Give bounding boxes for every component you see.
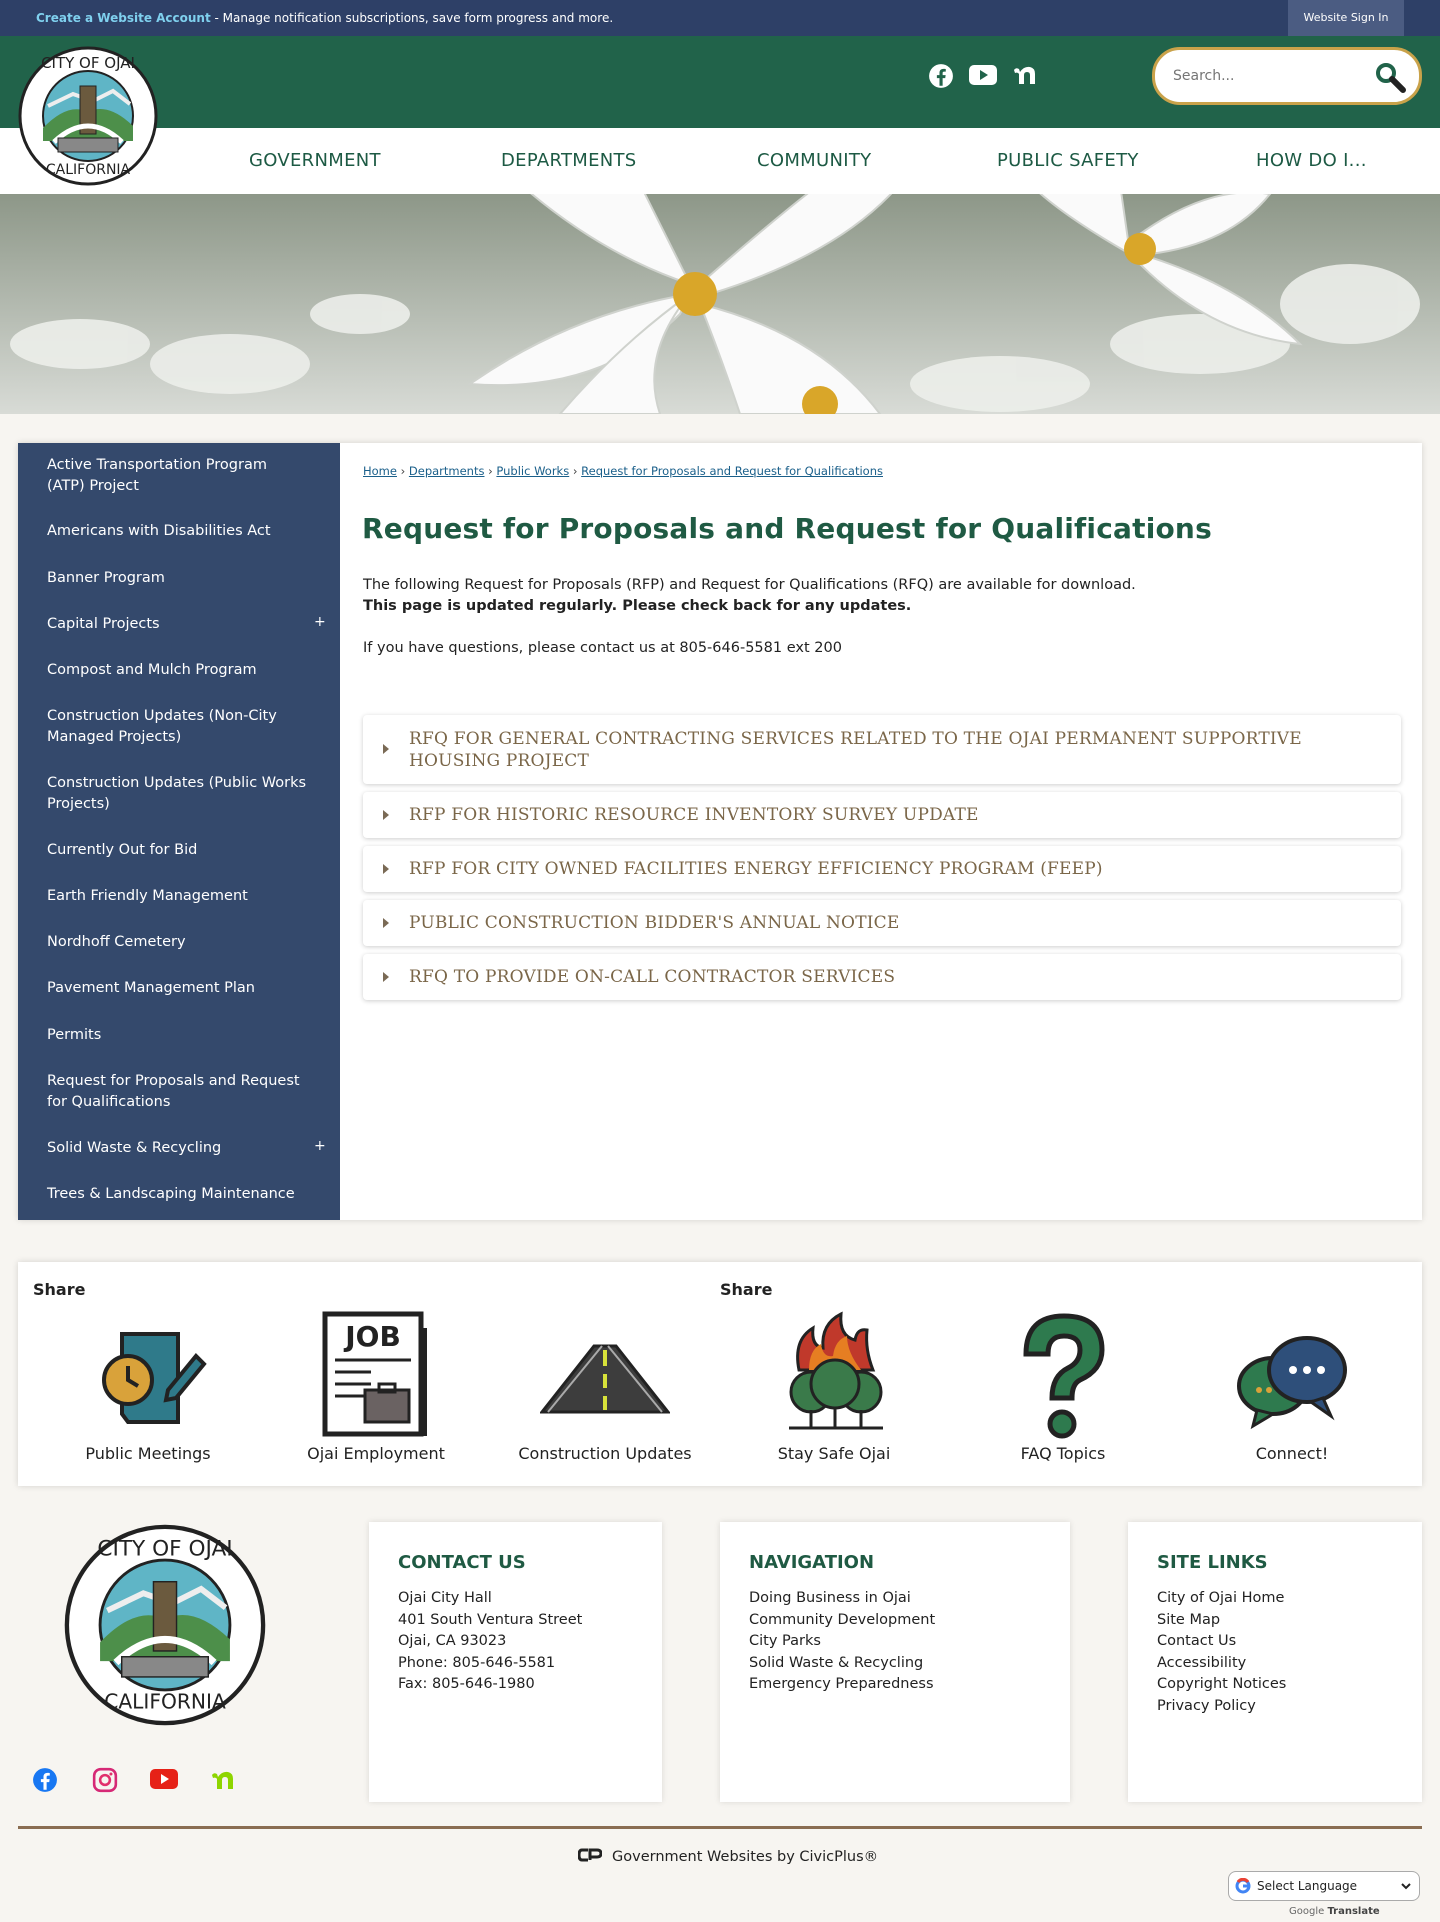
nav-community[interactable]: COMMUNITY: [757, 150, 872, 171]
footer-site-link[interactable]: Accessibility: [1157, 1654, 1247, 1671]
facebook-icon[interactable]: [32, 1767, 58, 1797]
instagram-icon[interactable]: [92, 1767, 118, 1797]
accordion-item[interactable]: [363, 715, 1401, 784]
expand-solid-waste[interactable]: +: [314, 1138, 326, 1154]
footer-site-link[interactable]: Contact Us: [1157, 1633, 1237, 1650]
caret-right-icon: [383, 864, 389, 874]
sidebar-item-construction-non-city[interactable]: Construction Updates (Non-City Managed Projects): [47, 708, 277, 745]
footer-contact-heading: CONTACT US: [398, 1552, 526, 1573]
sidebar-item-capital-projects[interactable]: Capital Projects: [47, 616, 160, 632]
city-seal-logo[interactable]: [18, 46, 158, 186]
youtube-icon[interactable]: [969, 64, 997, 90]
footer-site-link[interactable]: City of Ojai Home: [1157, 1590, 1285, 1606]
civicplus-text: Government Websites by CivicPlus®: [612, 1849, 879, 1865]
svg-text:CALIFORNIA: CALIFORNIA: [104, 1689, 226, 1714]
website-sign-in-button[interactable]: Website Sign In: [1288, 0, 1404, 36]
sidebar-item-atp-project[interactable]: Active Transportation Program (ATP) Project: [47, 457, 267, 494]
nextdoor-icon[interactable]: [210, 1769, 238, 1795]
sidebar-item-nordhoff-cemetery[interactable]: Nordhoff Cemetery: [47, 934, 186, 950]
quicklink-label: Connect!: [1255, 1444, 1329, 1463]
sidebar-item-earth-friendly[interactable]: Earth Friendly Management: [47, 888, 248, 904]
footer-city-seal-logo[interactable]: [64, 1524, 266, 1730]
breadcrumb-separator: ›: [400, 464, 406, 478]
caret-right-icon: [383, 810, 389, 820]
civicplus-logo-icon: [578, 1848, 602, 1866]
footer-nav-link[interactable]: Solid Waste & Recycling: [749, 1654, 924, 1671]
google-g-icon: [1235, 1878, 1251, 1897]
chat-bubbles-icon: [1227, 1425, 1357, 1444]
footer-navigation-heading: NAVIGATION: [749, 1552, 875, 1573]
contact-line: Phone: 805-646-5581: [398, 1654, 556, 1671]
facebook-icon[interactable]: [928, 63, 954, 93]
breadcrumb-separator: ›: [572, 464, 578, 478]
footer-navigation-box: [720, 1522, 1070, 1802]
top-bar: [0, 0, 1440, 36]
sidebar-item-permits[interactable]: Permits: [47, 1027, 102, 1043]
quicklink-ojai-employment[interactable]: [276, 1310, 476, 1463]
sidebar-item-construction-public-works[interactable]: Construction Updates (Public Works Projects): [47, 775, 307, 812]
job-newspaper-icon: [311, 1320, 441, 1444]
footer-site-link[interactable]: Privacy Policy: [1157, 1697, 1256, 1714]
question-mark-icon: [998, 1425, 1128, 1444]
youtube-icon[interactable]: [150, 1769, 178, 1793]
footer-divider: [18, 1826, 1422, 1829]
caret-right-icon: [383, 972, 389, 982]
chevron-down-icon: [1401, 1880, 1411, 1894]
language-select[interactable]: [1228, 1871, 1420, 1901]
google-text: Google: [1289, 1906, 1325, 1917]
footer-site-link[interactable]: Copyright Notices: [1157, 1676, 1287, 1693]
quicklink-label: Stay Safe Ojai: [777, 1444, 891, 1463]
breadcrumb-current[interactable]: Request for Proposals and Request for Qualifications: [581, 464, 883, 478]
caret-right-icon: [383, 918, 389, 928]
footer-nav-link[interactable]: Emergency Preparedness: [749, 1676, 934, 1693]
accordion-title: RFQ TO PROVIDE ON-CALL CONTRACTOR SERVICES: [409, 967, 896, 987]
accordion-item[interactable]: [363, 792, 1401, 838]
quicklink-label: FAQ Topics: [1020, 1444, 1106, 1463]
account-notice-text: - Manage notification subscriptions, save form progress and more.: [210, 11, 614, 25]
contact-note: If you have questions, please contact us at 805-646-5581 ext 200: [363, 640, 842, 656]
quicklink-label: Ojai Employment: [307, 1444, 445, 1463]
intro-line: The following Request for Proposals (RFP) and Request for Qualifications (RFQ) are available for download.: [363, 577, 1136, 593]
accordion-title: RFP FOR HISTORIC RESOURCE INVENTORY SURVEY UPDATE: [409, 805, 979, 825]
google-translate-credit: [1289, 1906, 1380, 1917]
accordion-title: RFQ FOR GENERAL CONTRACTING SERVICES RELATED TO THE OJAI PERMANENT SUPPORTIVE HOUSING PROJECT: [409, 729, 1302, 771]
footer-nav-link[interactable]: Community Development: [749, 1611, 936, 1628]
share-heading: Share: [720, 1280, 773, 1299]
wildfire-trees-icon: [769, 1425, 899, 1444]
contact-line: Ojai, CA 93023: [398, 1633, 507, 1650]
hero-banner-image: [0, 194, 1440, 414]
quicklink-faq-topics[interactable]: [963, 1310, 1163, 1463]
nav-departments[interactable]: DEPARTMENTS: [501, 150, 637, 171]
language-select-label: Select Language: [1257, 1879, 1358, 1893]
nav-public-safety[interactable]: PUBLIC SAFETY: [997, 150, 1139, 171]
create-account-link[interactable]: Create a Website Account: [36, 11, 211, 25]
sidebar-item-ada[interactable]: Americans with Disabilities Act: [47, 523, 271, 539]
intro-text: [363, 575, 1136, 659]
quicklink-connect[interactable]: [1192, 1310, 1392, 1463]
nav-how-do-i[interactable]: HOW DO I...: [1256, 150, 1367, 171]
contact-line: 401 South Ventura Street: [398, 1611, 583, 1628]
nextdoor-icon[interactable]: [1012, 64, 1040, 90]
search-icon[interactable]: [1373, 60, 1407, 98]
main-nav: [0, 128, 1440, 194]
site-search: [1152, 47, 1422, 105]
page-title: Request for Proposals and Request for Qualifications: [362, 512, 1212, 545]
breadcrumb-departments[interactable]: Departments: [408, 464, 485, 478]
footer-site-links-box: [1128, 1522, 1422, 1802]
svg-text:CITY OF OJAI: CITY OF OJAI: [41, 54, 135, 72]
accordion-item[interactable]: [363, 846, 1401, 892]
breadcrumb-separator: ›: [488, 464, 493, 478]
breadcrumb: [363, 464, 883, 478]
nav-government[interactable]: GOVERNMENT: [249, 150, 381, 171]
quicklink-stay-safe-ojai[interactable]: [734, 1310, 934, 1463]
contact-line: Ojai City Hall: [398, 1590, 492, 1606]
breadcrumb-public-works[interactable]: Public Works: [496, 464, 570, 478]
intro-update-note: This page is updated regularly. Please check back for any updates.: [363, 598, 912, 614]
breadcrumb-home[interactable]: Home: [363, 464, 397, 478]
sidebar-item-trees-landscaping[interactable]: Trees & Landscaping Maintenance: [47, 1186, 295, 1202]
search-input[interactable]: [1173, 64, 1363, 88]
civicplus-link[interactable]: [578, 1848, 878, 1866]
footer-nav-link[interactable]: Doing Business in Ojai: [749, 1590, 911, 1606]
accordion-title: RFP FOR CITY OWNED FACILITIES ENERGY EFFICIENCY PROGRAM (FEEP): [409, 859, 1103, 879]
sidebar-item-banner-program[interactable]: Banner Program: [47, 570, 165, 586]
sidebar-item-rfp-rfq[interactable]: Request for Proposals and Request for Qualifications: [47, 1073, 300, 1110]
account-notice: [36, 11, 613, 25]
sidebar-item-out-for-bid[interactable]: Currently Out for Bid: [47, 842, 198, 858]
translate-text: Translate: [1327, 1906, 1380, 1917]
accordion-item[interactable]: [363, 900, 1401, 946]
accordion-title: PUBLIC CONSTRUCTION BIDDER'S ANNUAL NOTICE: [409, 913, 900, 933]
caret-right-icon: [383, 744, 389, 754]
sidebar-item-pavement-plan[interactable]: Pavement Management Plan: [47, 980, 255, 996]
accordion-item[interactable]: [363, 954, 1401, 1000]
quicklink-public-meetings[interactable]: [48, 1310, 248, 1463]
expand-capital-projects[interactable]: +: [314, 614, 326, 630]
quicklink-label: Construction Updates: [518, 1444, 692, 1463]
svg-text:CITY OF OJAI: CITY OF OJAI: [97, 1536, 233, 1562]
quicklink-label: Public Meetings: [85, 1444, 211, 1463]
clock-document-icon: [88, 1425, 208, 1444]
share-heading: Share: [33, 1280, 86, 1299]
job-text: JOB: [345, 1320, 401, 1353]
road-icon: [540, 1425, 670, 1444]
sidebar-item-solid-waste[interactable]: Solid Waste & Recycling: [47, 1140, 222, 1156]
footer-site-links-heading: SITE LINKS: [1157, 1552, 1268, 1573]
footer-nav-link[interactable]: City Parks: [749, 1633, 821, 1650]
contact-line: Fax: 805-646-1980: [398, 1676, 535, 1693]
svg-text:CALIFORNIA: CALIFORNIA: [45, 162, 131, 178]
quicklink-construction-updates[interactable]: [505, 1310, 705, 1463]
sidebar-item-compost-mulch[interactable]: Compost and Mulch Program: [47, 662, 257, 678]
footer-contact-box: [369, 1522, 662, 1802]
footer-site-link[interactable]: Site Map: [1157, 1611, 1221, 1628]
